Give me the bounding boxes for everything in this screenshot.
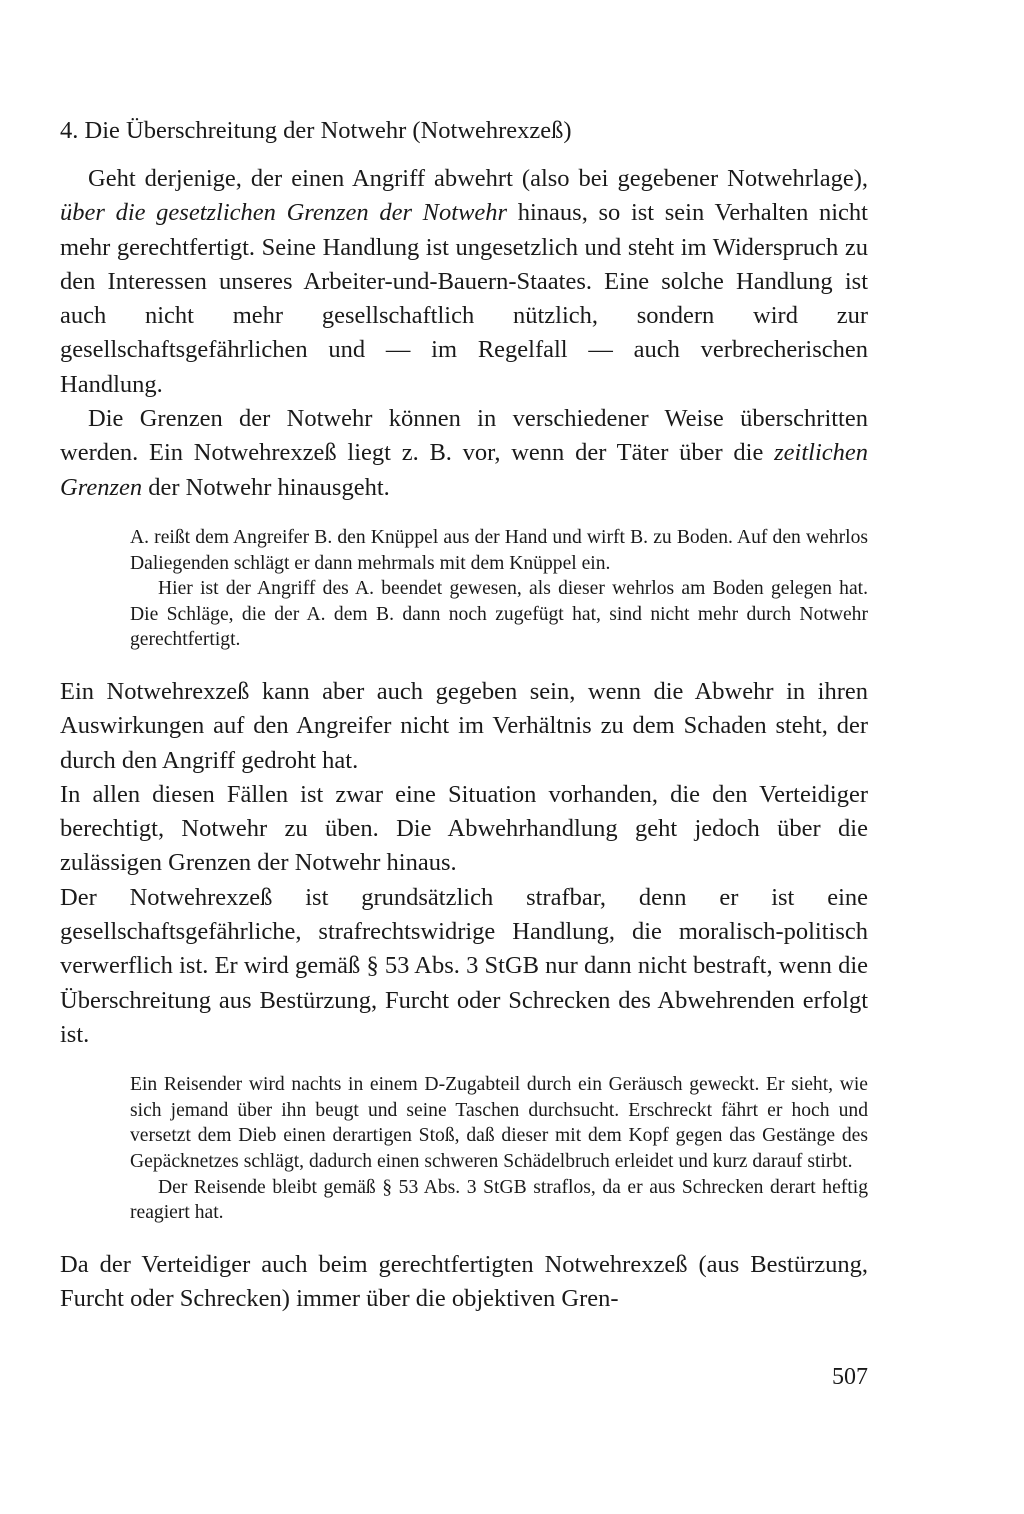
example-1-ruling: Hier ist der Angriff des A. beendet gewesen, als dieser wehrlos am Boden gelegen hat. Die Schläge, die der A. dem B. dann noch zugefügt hat, sind nicht mehr durch Notwehr gerechtfertigt. [130, 578, 868, 651]
paragraph-5: Der Notwehrexzeß ist grundsätzlich strafbar, denn er ist eine gesellschaftsgefährliche, strafrechtswidrige Handlung, die moralisch-politisch verwerflich ist. Er wird gemäß § 53 Abs. 3 StGB nur dann nicht bestraft, wenn die Überschreitung aus Bestürzung, Furcht oder Schrecken des Abwehrenden erfolgt ist. [60, 883, 868, 1048]
paragraph-4: In allen diesen Fällen ist zwar eine Situation vorhanden, die den Verteidiger berechtigt, Notwehr zu üben. Die Abwehrhandlung geht jedoch über die zulässigen Grenzen der Notwehr hinaus. [60, 780, 868, 877]
example-2-ruling: Der Reisende bleibt gemäß § 53 Abs. 3 StGB straflos, da er aus Schrecken derart heftig reagiert hat. [130, 1176, 868, 1224]
paragraph-2-text-a: Die Grenzen der Notwehr können in verschiedener Weise überschritten werden. Ein Notwehrexzeß liegt z. B. vor, wenn der Täter über die [60, 405, 868, 467]
paragraph-2 [60, 402, 868, 505]
paragraph-2-emphasis: zeitlichen Grenzen [60, 439, 868, 501]
example-1-case: A. reißt dem Angreifer B. den Knüppel aus der Hand und wirft B. zu Boden. Auf den wehrlos Daliegenden schlägt er dann mehrmals mit dem Knüppel ein. [130, 526, 868, 574]
paragraph-3: Ein Notwehrexzeß kann aber auch gegeben sein, wenn die Abwehr in ihren Auswirkungen auf den Angreifer nicht im Verhältnis zu dem Schaden steht, der durch den Angriff gedroht hat. [60, 677, 868, 774]
paragraph-6: Da der Verteidiger auch beim gerechtfertigten Notwehrexzeß (aus Bestürzung, Furcht oder Schrecken) immer über die objektiven Gren- [60, 1250, 868, 1313]
section-heading: 4. Die Überschreitung der Notwehr (Notwehrexzeß) [60, 117, 572, 144]
paragraph-1-emphasis: über die gesetzlichen Grenzen der Notwehr [60, 199, 508, 227]
paragraph-1 [60, 162, 868, 402]
example-1 [130, 525, 868, 653]
example-2 [130, 1072, 868, 1226]
example-2-case: Ein Reisender wird nachts in einem D-Zugabteil durch ein Geräusch geweckt. Er sieht, wie sich jemand über ihn beugt und seine Taschen durchsucht. Erschreckt fährt er hoch und versetzt dem Dieb einen derartigen Stoß, daß dieser mit dem Kopf gegen das Gestänge des Gepäcknetzes schlägt, dadurch einen schweren Schädelbruch erleidet und kurz darauf stirbt. [130, 1074, 868, 1172]
page-number: 507 [832, 1364, 868, 1390]
paragraph-1-text-a: Geht derjenige, der einen Angriff abwehrt (also bei gegebener Notwehrlage), [88, 165, 868, 192]
paragraph-1-text-c: hinaus, so ist sein Verhalten nicht mehr gerechtfertigt. Seine Handlung ist ungesetzlich und steht im Widerspruch zu den Interessen unseres Arbeiter-und-Bauern-Staates. Eine solche Handlung ist auch nicht mehr gesellschaftlich nützlich, sondern wird zur gesellschaftsgefährlichen und — im Regelfall — auch verbrecherischen Handlung. [60, 199, 868, 398]
paragraph-2-text-c: der Notwehr hinausgeht. [142, 473, 390, 501]
page-content [60, 114, 868, 1316]
